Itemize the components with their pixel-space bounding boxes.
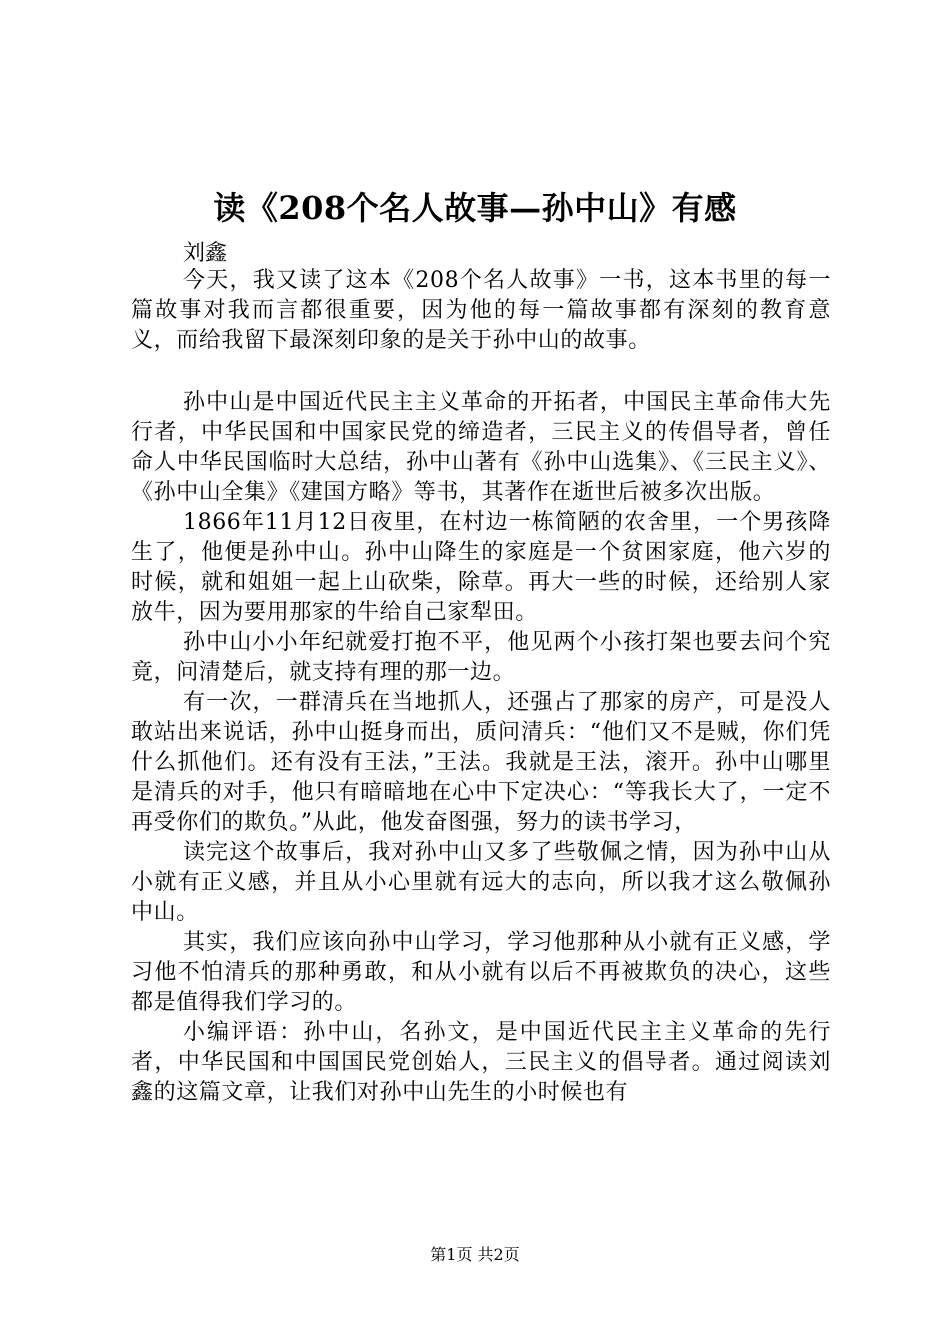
paragraph-editor-comment: 小编评语：孙中山，名孙文，是中国近代民主主义革命的先行者，中华民国和中国国民党创始人，三民主义的倡导者。通过阅读刘鑫的这篇文章，让我们对孙中山先生的小时候也有 — [131, 1020, 831, 1105]
paragraph-justice: 孙中山小小年纪就爱打抱不平，他见两个小孩打架也要去问个究竟，问清楚后，就支持有理的那一边。 — [131, 630, 831, 685]
paragraph-biography: 孙中山是中国近代民主主义革命的开拓者，中国民主革命伟大先行者，中华民国和中国家民党的缔造者，三民主义的传倡导者，曾任命人中华民国临时大总结，孙中山著有《孙中山选集》、《三民主义》、《孙中山全集》《建国方略》等书，其著作在逝世后被多次出版。 — [131, 390, 831, 505]
document-title: 读《208个名人故事—孙中山》有感 — [213, 189, 737, 227]
page-number: 第1页 共2页 — [430, 1245, 520, 1264]
author-name: 刘鑫 — [183, 241, 228, 266]
paragraph-birth: 1866年11月12日夜里，在村边一栋简陋的农舍里，一个男孩降生了，他便是孙中山。孙中山降生的家庭是一个贫困家庭，他六岁的时候，就和姐姐一起上山砍柴，除草。再大一些的时候，还给别人家放牛，因为要用那家的牛给自己家犁田。 — [131, 510, 831, 625]
article-body — [131, 266, 831, 1108]
paragraph-lesson: 其实，我们应该向孙中山学习，学习他那种从小就有正义感，学习他不怕清兵的那种勇敢，和从小就有以后不再被欺负的决心，这些都是值得我们学习的。 — [131, 930, 831, 1015]
paragraph-story: 有一次，一群清兵在当地抓人，还强占了那家的房产，可是没人敢站出来说话，孙中山挺身而出，质问清兵：“他们又不是贼，你们凭什么抓他们。还有没有王法，”王法。我就是王法，滚开。孙中山哪里是清兵的对手，他只有暗暗地在心中下定决心：“等我长大了，一定不再受你们的欺负。”从此，他发奋图强，努力的读书学习， — [131, 690, 831, 835]
paragraph-reflection: 读完这个故事后，我对孙中山又多了些敬佩之情，因为孙中山从小就有正义感，并且从小心里就有远大的志向，所以我才这么敬佩孙中山。 — [131, 840, 831, 925]
paragraph-intro: 今天，我又读了这本《208个名人故事》一书，这本书里的每一篇故事对我而言都很重要，因为他的每一篇故事都有深刻的教育意义，而给我留下最深刻印象的是关于孙中山的故事。 — [131, 268, 831, 353]
